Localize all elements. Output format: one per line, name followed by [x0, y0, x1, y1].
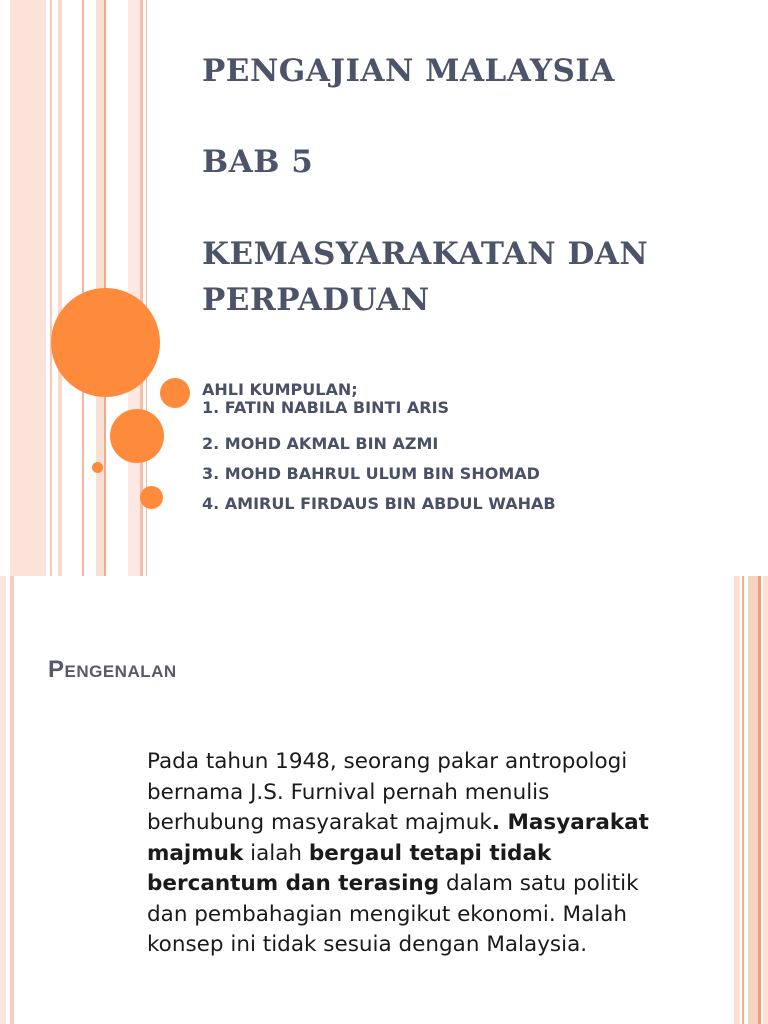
topic-title-line2: PERPADUAN: [202, 282, 430, 318]
decor-stripe: [0, 576, 6, 1024]
intro-paragraph: [147, 747, 667, 961]
decor-stripe: [58, 0, 62, 576]
decor-stripe: [748, 576, 758, 1024]
decor-stripe: [742, 576, 744, 1024]
decor-stripe: [734, 576, 740, 1024]
paragraph-bold-term: Masyarakat majmuk: [147, 810, 649, 866]
paragraph-text: ialah: [243, 840, 309, 866]
paragraph-bold-definition: bergaul tetapi tidak bercantum dan terasing: [147, 840, 552, 896]
decor-stripe: [10, 0, 46, 576]
topic-title-line1: KEMASYARAKATAN DAN: [202, 236, 649, 272]
decor-circle: [140, 486, 163, 509]
decor-circle-large: [51, 288, 160, 397]
course-title: PENGAJIAN MALAYSIA: [202, 53, 615, 89]
member-item: 4. AMIRUL FIRDAUS BIN ABDUL WAHAB: [202, 494, 556, 513]
member-list: [202, 381, 556, 519]
member-item: 3. MOHD BAHRUL ULUM BIN SHOMAD: [202, 464, 540, 483]
decor-stripe: [128, 0, 140, 576]
decor-stripe: [10, 576, 14, 1024]
paragraph-text: dalam satu politik dan pembahagian mengikut ekonomi. Malah konsep ini tidak sesuia dengan Malaysia.: [147, 871, 639, 957]
member-item: 1. FATIN NABILA BINTI ARIS: [202, 398, 450, 417]
chapter-title: BAB 5: [202, 144, 314, 180]
section-heading: Pengenalan: [48, 656, 177, 683]
decor-stripe: [758, 576, 761, 1024]
decor-circle-small: [92, 462, 103, 473]
decor-circle: [160, 378, 190, 408]
decor-circle: [110, 409, 164, 463]
decor-stripe: [82, 0, 84, 576]
members-heading: AHLI KUMPULAN;: [202, 380, 358, 399]
decor-stripe: [763, 576, 768, 1024]
decor-stripe: [50, 0, 52, 576]
member-item: 2. MOHD AKMAL BIN AZMI: [202, 434, 439, 453]
paragraph-text: .: [491, 810, 508, 835]
paragraph-text: Pada tahun 1948, seorang pakar antropologi bernama J.S. Furnival pernah menulis berhubung masyarakat majmuk: [147, 749, 628, 835]
